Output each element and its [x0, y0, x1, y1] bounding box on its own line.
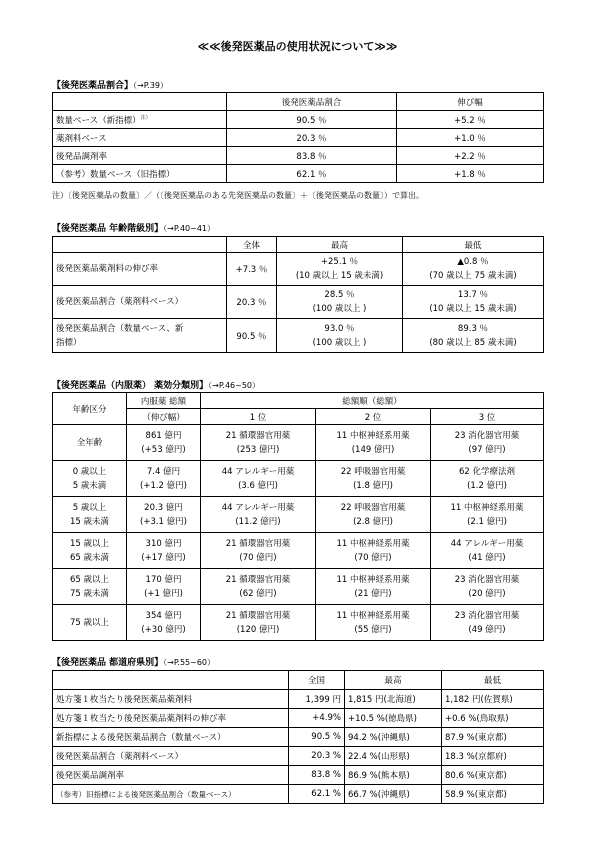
section-title: 【後発医薬品（内服薬） 薬効分類別】 — [52, 381, 209, 391]
rank-cell: 23 消化器官用薬 (97 億円) — [431, 425, 544, 461]
age-cell: 75 歳以上 — [53, 605, 127, 641]
header-age: 年齢区分 — [53, 393, 127, 425]
value-cell: +10.5 %(徳島県) — [345, 709, 442, 728]
table-row — [53, 319, 544, 353]
value-cell: +2.2 ％ — [397, 147, 544, 165]
rank-cell: 21 循環器官用薬 (120 億円) — [201, 605, 316, 641]
rank-cell: 11 中枢神経系用薬 (55 億円) — [316, 605, 431, 641]
header-total: 内服薬 総額 — [127, 393, 201, 409]
value-cell: 20.3 % — [289, 747, 345, 766]
table-header-row — [53, 393, 544, 409]
age-cell: 65 歳以上 75 歳未満 — [53, 569, 127, 605]
header-empty — [53, 93, 227, 111]
value-cell: 20.3 ％ — [227, 286, 277, 319]
value-cell: +4.9% — [289, 709, 345, 728]
section-title: 【後発医薬品割合】 — [52, 81, 134, 91]
table-row — [53, 569, 544, 605]
rank-cell: 21 循環器官用薬 (253 億円) — [201, 425, 316, 461]
table-row — [53, 785, 544, 804]
rank-cell: 11 中枢神経系用薬 (2.1 億円) — [431, 497, 544, 533]
table-header-row — [53, 671, 544, 690]
rank-cell: 44 アレルギー用薬 (3.6 億円) — [201, 461, 316, 497]
section-heading-efficacy — [52, 378, 260, 391]
header-rank-2: 2 位 — [316, 409, 431, 425]
value-cell: +1.8 ％ — [397, 165, 544, 183]
value-cell: 58.9 %(東京都) — [442, 785, 544, 804]
age-cell: 15 歳以上 65 歳未満 — [53, 533, 127, 569]
row-label: （参考）数量ベース（旧指標） — [53, 165, 227, 183]
section-title: 【後発医薬品 都道府県別】 — [52, 658, 164, 668]
value-cell: 86.9 %(熊本県) — [345, 766, 442, 785]
row-label: 処方箋１枚当たり後発医薬品薬剤料の伸び率 — [53, 709, 289, 728]
page-ref: （→P.40~41） — [163, 224, 216, 233]
rank-cell: 23 消化器官用薬 (49 億円) — [431, 605, 544, 641]
table-header-row — [53, 237, 544, 253]
table-row — [53, 747, 544, 766]
total-cell: 310 億円 (+17 億円) — [127, 533, 201, 569]
rank-cell: 62 化学療法剤 (1.2 億円) — [431, 461, 544, 497]
table-row — [53, 497, 544, 533]
table-row — [53, 728, 544, 747]
total-cell: 354 億円 (+30 億円) — [127, 605, 201, 641]
header-cell: 最高 — [345, 671, 442, 690]
table-row — [53, 253, 544, 286]
header-empty — [53, 237, 227, 253]
value-cell: 28.5 ％ (100 歳以上 ) — [277, 286, 403, 319]
value-cell: 93.0 ％ (100 歳以上 ) — [277, 319, 403, 353]
section-heading-prefecture — [52, 655, 215, 668]
table-row — [53, 533, 544, 569]
value-cell: 1,815 円(北海道) — [345, 690, 442, 709]
value-cell: 90.5 ％ — [227, 319, 277, 353]
row-label: 新指標による後発医薬品割合（数量ベース） — [53, 728, 289, 747]
value-cell: +5.2 ％ — [397, 111, 544, 129]
table-row — [53, 165, 544, 183]
row-label: 後発品調剤率 — [53, 147, 227, 165]
row-label: 後発医薬品割合（薬剤料ベース） — [53, 286, 227, 319]
table-row — [53, 129, 544, 147]
row-label: 後発医薬品薬剤料の伸び率 — [53, 253, 227, 286]
section-title: 【後発医薬品 年齢階級別】 — [52, 224, 164, 234]
value-cell: ▲0.8 ％ (70 歳以上 75 歳未満) — [403, 253, 544, 286]
page-ref: （→P.39） — [133, 81, 169, 90]
row-label: 薬剤料ベース — [53, 129, 227, 147]
table-row — [53, 690, 544, 709]
value-cell: 80.6 %(東京都) — [442, 766, 544, 785]
table-row — [53, 147, 544, 165]
header-cell: 伸び幅 — [397, 93, 544, 111]
prefecture-table — [52, 670, 544, 804]
table-row — [53, 425, 544, 461]
age-cell: 5 歳以上 15 歳未満 — [53, 497, 127, 533]
table-header-row — [53, 409, 544, 425]
value-cell: 83.8 ％ — [227, 147, 397, 165]
total-cell: 20.3 億円 (+3.1 億円) — [127, 497, 201, 533]
rank-cell: 21 循環器官用薬 (70 億円) — [201, 533, 316, 569]
value-cell: 20.3 ％ — [227, 129, 397, 147]
table-row — [53, 286, 544, 319]
header-rank: 総額順（総額） — [201, 393, 544, 409]
header-rank-1: 1 位 — [201, 409, 316, 425]
total-cell: 861 億円 (+53 億円) — [127, 425, 201, 461]
value-cell: 89.3 ％ (80 歳以上 85 歳未満) — [403, 319, 544, 353]
rank-cell: 11 中枢神経系用薬 (21 億円) — [316, 569, 431, 605]
header-empty — [53, 671, 289, 690]
value-cell: 62.1 ％ — [227, 165, 397, 183]
header-cell: 最低 — [442, 671, 544, 690]
rank-cell: 11 中枢神経系用薬 (70 億円) — [316, 533, 431, 569]
header-cell: 最高 — [277, 237, 403, 253]
section-heading-generic-ratio — [52, 78, 168, 91]
value-cell: 13.7 ％ (10 歳以上 15 歳未満) — [403, 286, 544, 319]
page-ref: （→P.46~50） — [208, 381, 261, 390]
value-cell: +0.6 %(鳥取県) — [442, 709, 544, 728]
note-mark: 注） — [140, 114, 151, 121]
value-cell: 90.5 % — [289, 728, 345, 747]
section-heading-age — [52, 221, 215, 234]
value-cell: 66.7 %(沖縄県) — [345, 785, 442, 804]
row-label: 後発医薬品割合（数量ベース、新 指標） — [53, 319, 227, 353]
value-cell: 1,182 円(佐賀県) — [442, 690, 544, 709]
rank-cell: 22 呼吸器官用薬 (1.8 億円) — [316, 461, 431, 497]
header-cell: 全国 — [289, 671, 345, 690]
value-cell: 62.1 % — [289, 785, 345, 804]
generic-ratio-table — [52, 92, 544, 183]
header-cell: 最低 — [403, 237, 544, 253]
value-cell: +1.0 ％ — [397, 129, 544, 147]
row-label: （参考）旧指標による後発医薬品割合（数量ベース） — [53, 785, 289, 804]
footnote: 注）〔後発医薬品の数量〕／（〔後発医薬品のある先発医薬品の数量〕＋〔後発医薬品の数量〕）で算出。 — [52, 191, 424, 200]
rank-cell: 23 消化器官用薬 (20 億円) — [431, 569, 544, 605]
value-cell: +7.3 ％ — [227, 253, 277, 286]
row-label: 処方箋１枚当たり後発医薬品薬剤料 — [53, 690, 289, 709]
total-cell: 7.4 億円 (+1.2 億円) — [127, 461, 201, 497]
table-row — [53, 766, 544, 785]
age-cell: 全年齢 — [53, 425, 127, 461]
value-cell: 94.2 %(沖縄県) — [345, 728, 442, 747]
rank-cell: 11 中枢神経系用薬 (149 億円) — [316, 425, 431, 461]
rank-cell: 22 呼吸器官用薬 (2.8 億円) — [316, 497, 431, 533]
age-cell: 0 歳以上 5 歳未満 — [53, 461, 127, 497]
value-cell: 90.5 ％ — [227, 111, 397, 129]
row-label: 後発医薬品調剤率 — [53, 766, 289, 785]
page-ref: （→P.55~60） — [163, 658, 216, 667]
table-row — [53, 709, 544, 728]
table-row — [53, 111, 544, 129]
table-header-row — [53, 93, 544, 111]
rank-cell: 44 アレルギー用薬 (41 億円) — [431, 533, 544, 569]
efficacy-table — [52, 392, 544, 641]
header-rank-3: 3 位 — [431, 409, 544, 425]
value-cell: 1,399 円 — [289, 690, 345, 709]
value-cell: +25.1 ％ (10 歳以上 15 歳未満) — [277, 253, 403, 286]
total-cell: 170 億円 (+1 億円) — [127, 569, 201, 605]
row-label: 後発医薬品割合（薬剤料ベース） — [53, 747, 289, 766]
value-cell: 87.9 %(東京都) — [442, 728, 544, 747]
table-row — [53, 461, 544, 497]
rank-cell: 21 循環器官用薬 (62 億円) — [201, 569, 316, 605]
header-cell: 全体 — [227, 237, 277, 253]
value-cell: 83.8 % — [289, 766, 345, 785]
row-label: 数量ベース（新指標）$^{注)}$ — [53, 111, 227, 129]
age-table — [52, 236, 544, 353]
value-cell: 18.3 %(京都府) — [442, 747, 544, 766]
table-row — [53, 605, 544, 641]
header-cell: 後発医薬品割合 — [227, 93, 397, 111]
page-title: ≪≪後発医薬品の使用状況について≫≫ — [197, 40, 398, 53]
value-cell: 22.4 %(山形県) — [345, 747, 442, 766]
rank-cell: 44 アレルギー用薬 (11.2 億円) — [201, 497, 316, 533]
header-total-sub: （伸び幅） — [127, 409, 201, 425]
